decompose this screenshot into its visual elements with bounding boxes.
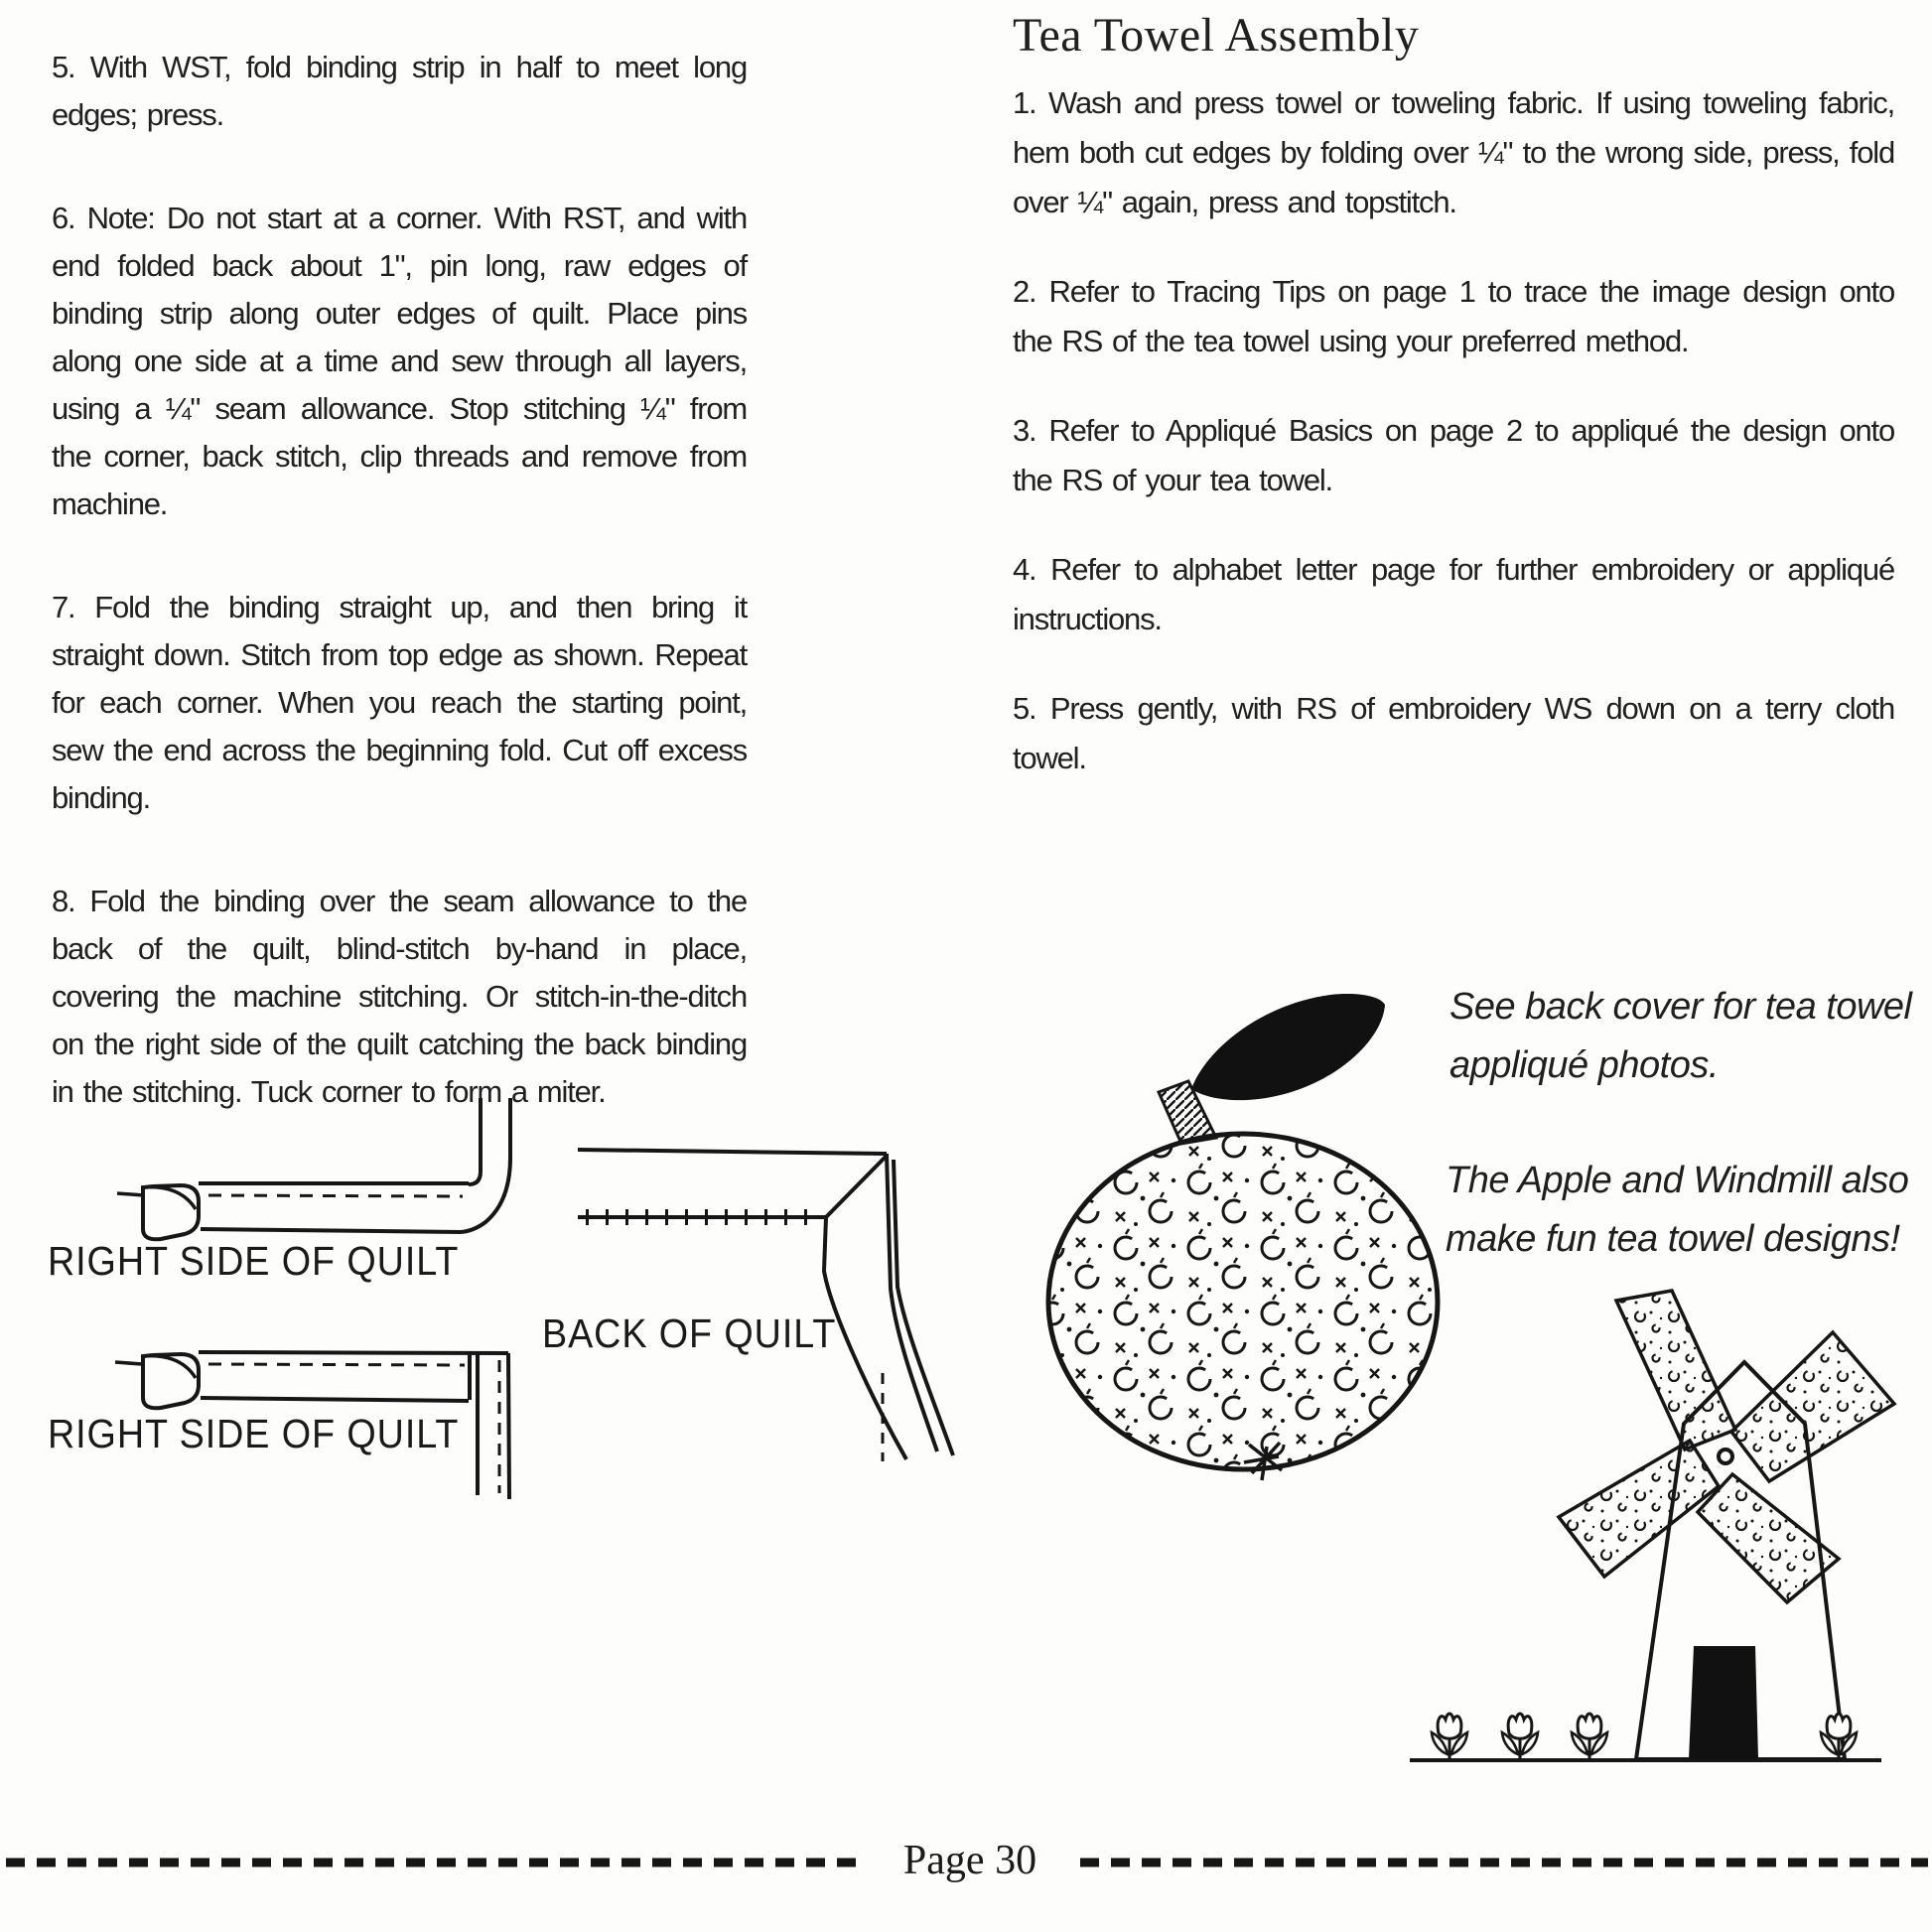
windmill-hub	[1719, 1449, 1732, 1463]
right-side-of-quilt-label-1: RIGHT SIDE OF QUILT	[48, 1238, 460, 1284]
footer-dash-right	[1078, 1855, 1930, 1870]
apple-leaf-icon	[1191, 994, 1385, 1100]
footer-dash-left	[4, 1855, 864, 1870]
instruction-step-5: 5. With WST, fold binding strip in half to meet long edges; press.	[52, 50, 747, 132]
tea-towel-step-4: 4. Refer to alphabet letter page for further embroidery or appliqué instructions.	[1013, 552, 1894, 636]
back-of-quilt-label: BACK OF QUILT	[542, 1311, 837, 1356]
tea-towel-step-5: 5. Press gently, with RS of embroidery WS down on a terry cloth towel.	[1013, 691, 1894, 775]
right-side-of-quilt-label-2: RIGHT SIDE OF QUILT	[48, 1411, 460, 1456]
instruction-step-7: 7. Fold the binding straight up, and then bring it straight down. Stitch from top edge as shown. Repeat for each corner. When you reach the starting point, sew the end across the beginning fold. Cut off excess binding.	[52, 590, 747, 815]
page-number: Page 30	[902, 1838, 1037, 1883]
apple-illustration	[1033, 966, 1454, 1497]
back-of-quilt-diagram	[536, 1132, 963, 1474]
left-column	[52, 44, 747, 1172]
note-back-cover: See back cover for tea towel appliqué photos.	[1449, 986, 1912, 1086]
right-column	[1013, 8, 1894, 823]
windmill-door	[1689, 1646, 1758, 1759]
windmill-illustration	[1395, 1279, 1916, 1777]
instruction-step-6: 6. Note: Do not start at a corner. With RST, and with end folded back about 1", pin long, raw edges of binding strip along outer edges of quilt. Place pins along one side at a time and sew through all layers, using a ¼" seam allowance. Stop stitching ¼" from the corner, back stitch, clip threads and remove from machine.	[52, 201, 747, 521]
tea-towel-step-1: 1. Wash and press towel or toweling fabric. If using toweling fabric, hem both cut edges by folding over ¼" to the wrong side, press, fold over ¼" again, press and topstitch.	[1013, 85, 1894, 219]
section-title: Tea Towel Assembly	[1013, 9, 1420, 62]
instruction-step-8: 8. Fold the binding over the seam allowance to the back of the quilt, blind-stitch by-hand in place, covering the machine stitching. Or stitch-in-the-ditch on the right side of the quilt catching the back binding in the stitching. Tuck corner to form a miter.	[52, 884, 747, 1109]
binding-diagram-corner-up	[87, 1084, 534, 1248]
note-apple-windmill: The Apple and Windmill also make fun tea towel designs!	[1446, 1160, 1909, 1260]
tea-towel-step-3: 3. Refer to Appliqué Basics on page 2 to appliqué the design onto the RS of your tea towel.	[1013, 413, 1894, 497]
tea-towel-step-2: 2. Refer to Tracing Tips on page 1 to trace the image design onto the RS of the tea towel using your preferred method.	[1013, 274, 1894, 358]
